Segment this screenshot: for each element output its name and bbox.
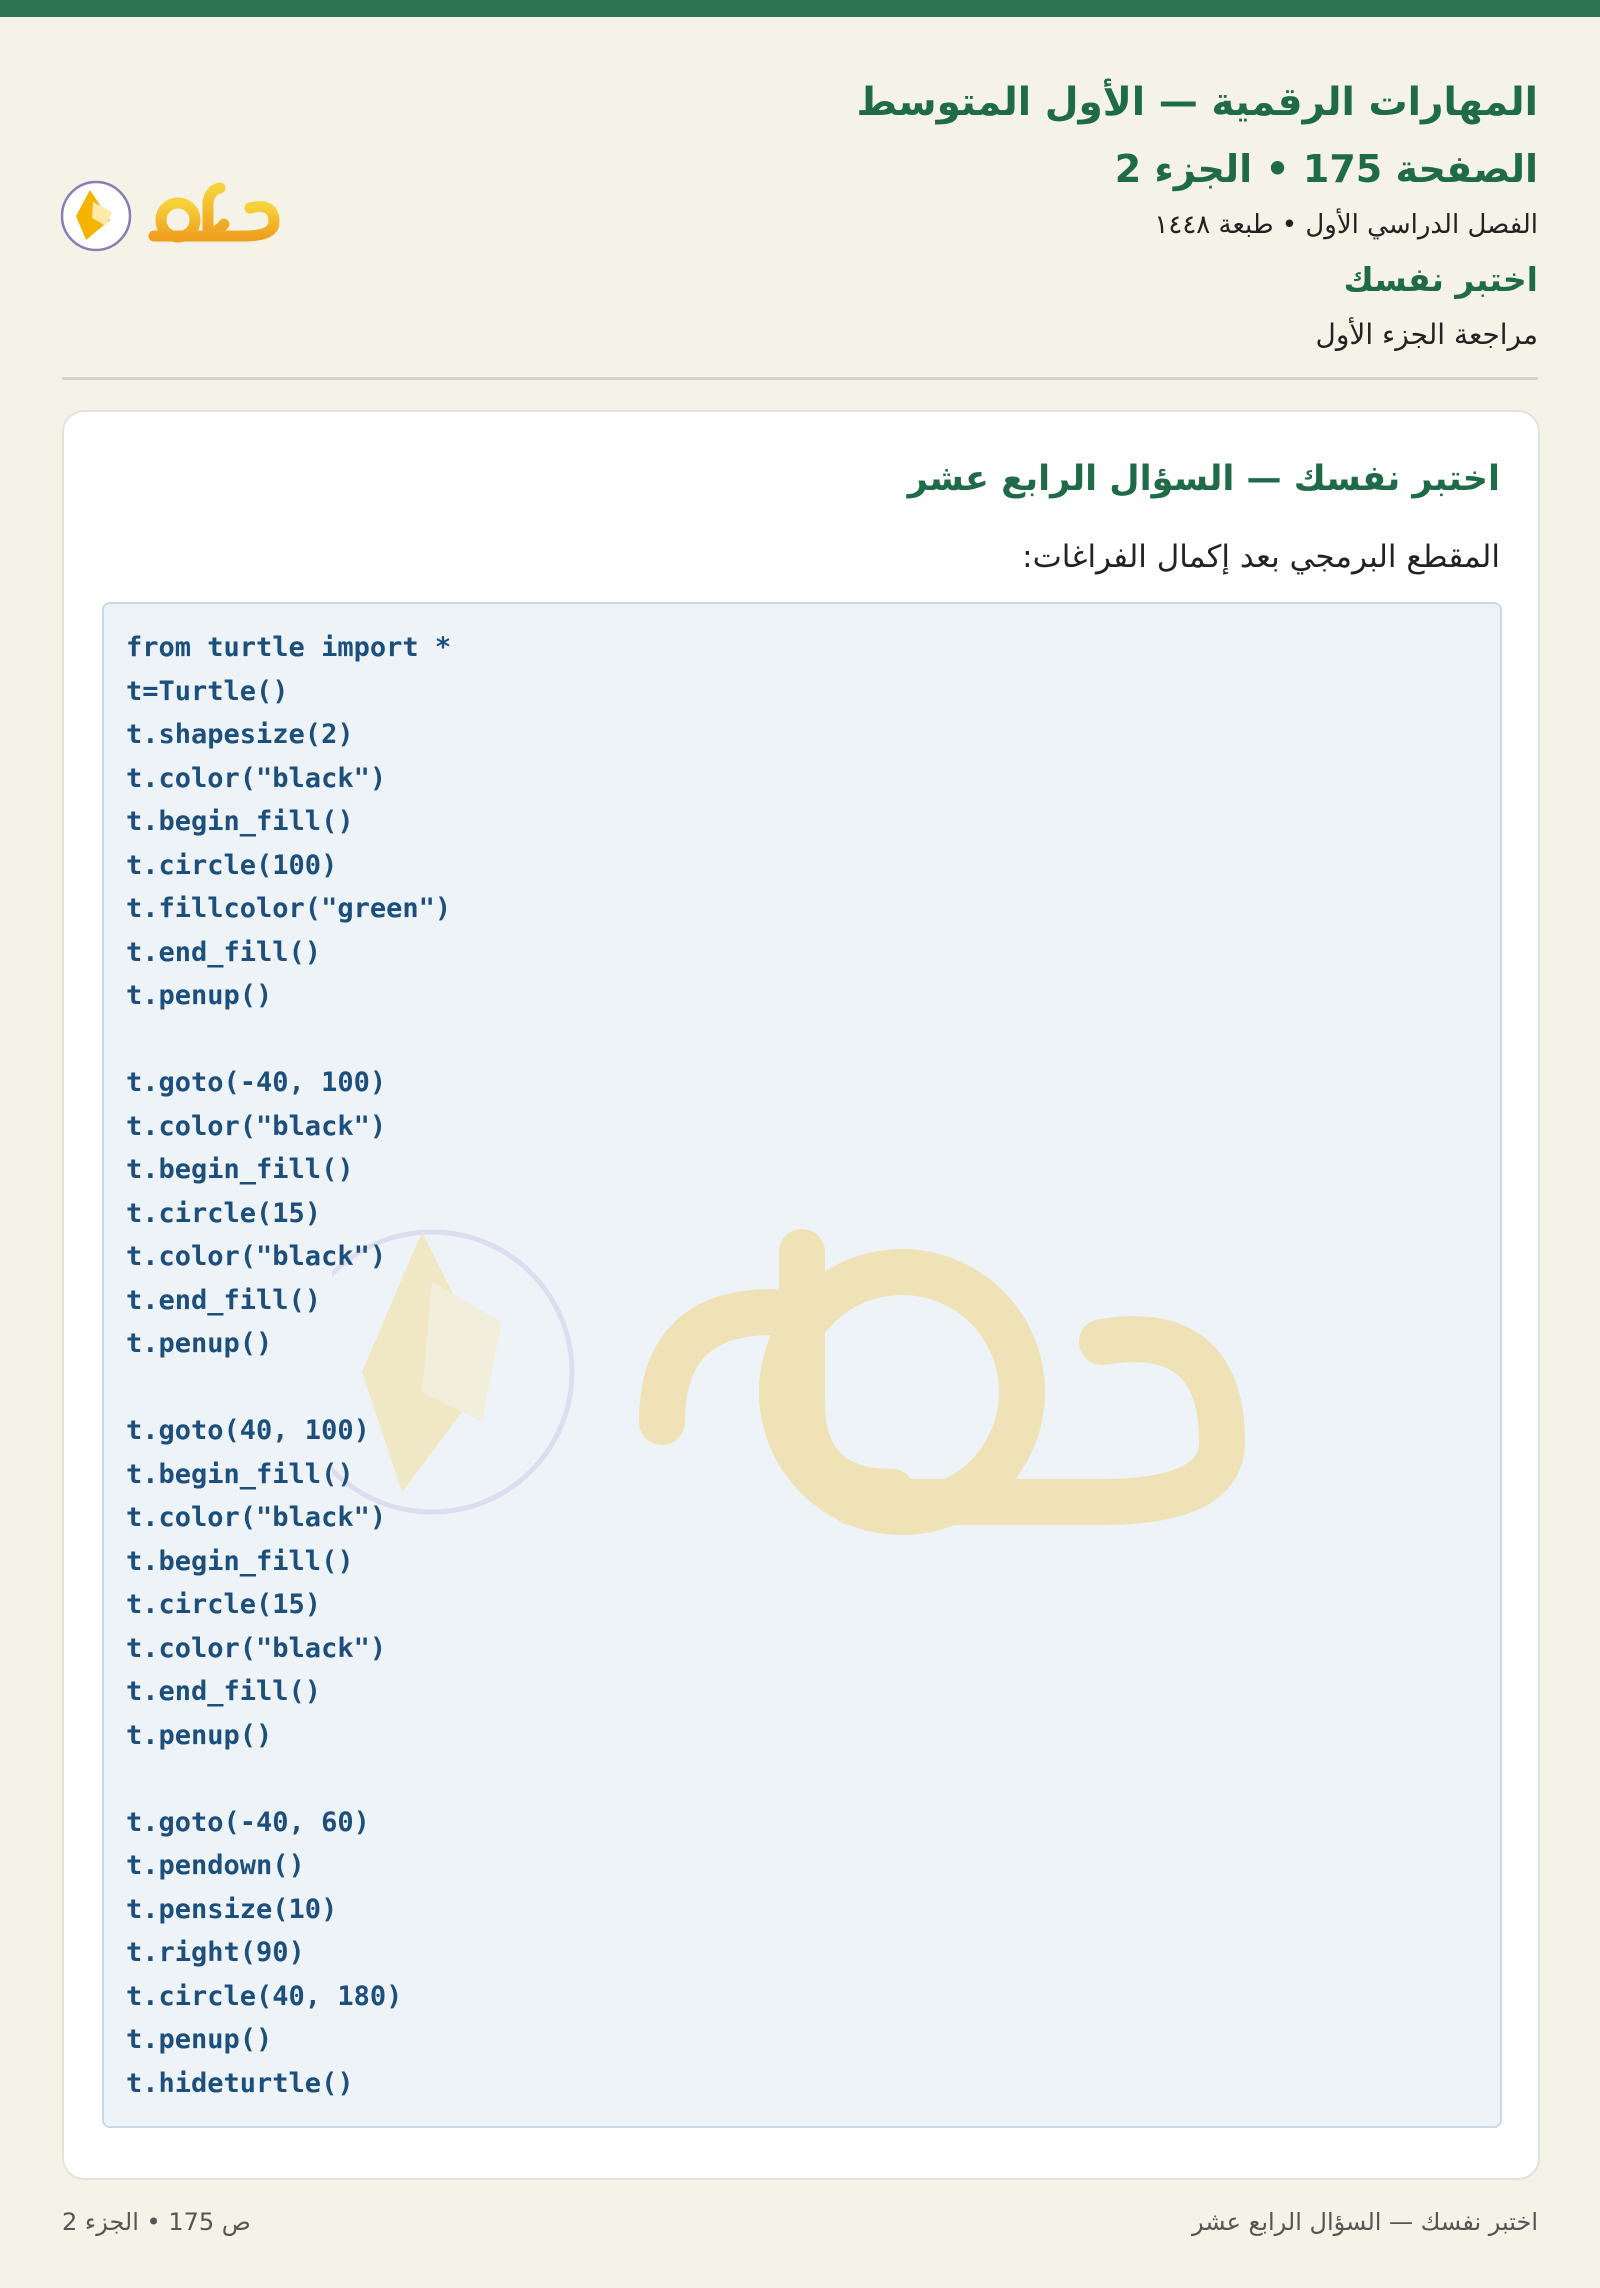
page-info: الصفحة 175 • الجزء 2 <box>1114 147 1538 191</box>
book-logo-icon <box>60 160 290 260</box>
question-description: المقطع البرمجي بعد إكمال الفراغات: <box>1022 539 1500 575</box>
question-card <box>62 410 1540 2180</box>
code-block <box>102 602 1502 2128</box>
subsection-title: مراجعة الجزء الأول <box>1315 318 1538 351</box>
footer-page-label: ص 175 • الجزء 2 <box>62 2208 251 2236</box>
footer-question-label: اختبر نفسك — السؤال الرابع عشر <box>1191 2208 1538 2236</box>
book-title: المهارات الرقمية — الأول المتوسط <box>856 80 1538 125</box>
code-listing: from turtle import * t=Turtle() t.shapesize(2) t.color("black") t.begin_fill() t.circle(100) t.fillcolor("green") t.end_fill() t.penup() t.goto(-40, 100) t.color("black") t.begin_fill() t.circle(15) t.color("black") t.end_fill() t.penup() t.goto(40, 100) t.begin_fill() t.color("black") t.begin_fill() t.circle(15) t.color("black") t.end_fill() t.penup() t.goto(-40, 60) t.pendown() t.pensize(10) t.right(90) t.circle(40, 180) t.penup() t.hideturtle() <box>126 632 452 2099</box>
header-divider <box>62 377 1538 380</box>
section-title: اختبر نفسك <box>1343 260 1538 299</box>
question-title: اختبر نفسك — السؤال الرابع عشر <box>907 459 1500 499</box>
top-accent-bar <box>0 0 1600 17</box>
term-info: الفصل الدراسي الأول • طبعة ١٤٤٨ <box>1154 210 1538 240</box>
page-header <box>538 68 1538 360</box>
watermark-logo-icon <box>332 1172 1292 1652</box>
